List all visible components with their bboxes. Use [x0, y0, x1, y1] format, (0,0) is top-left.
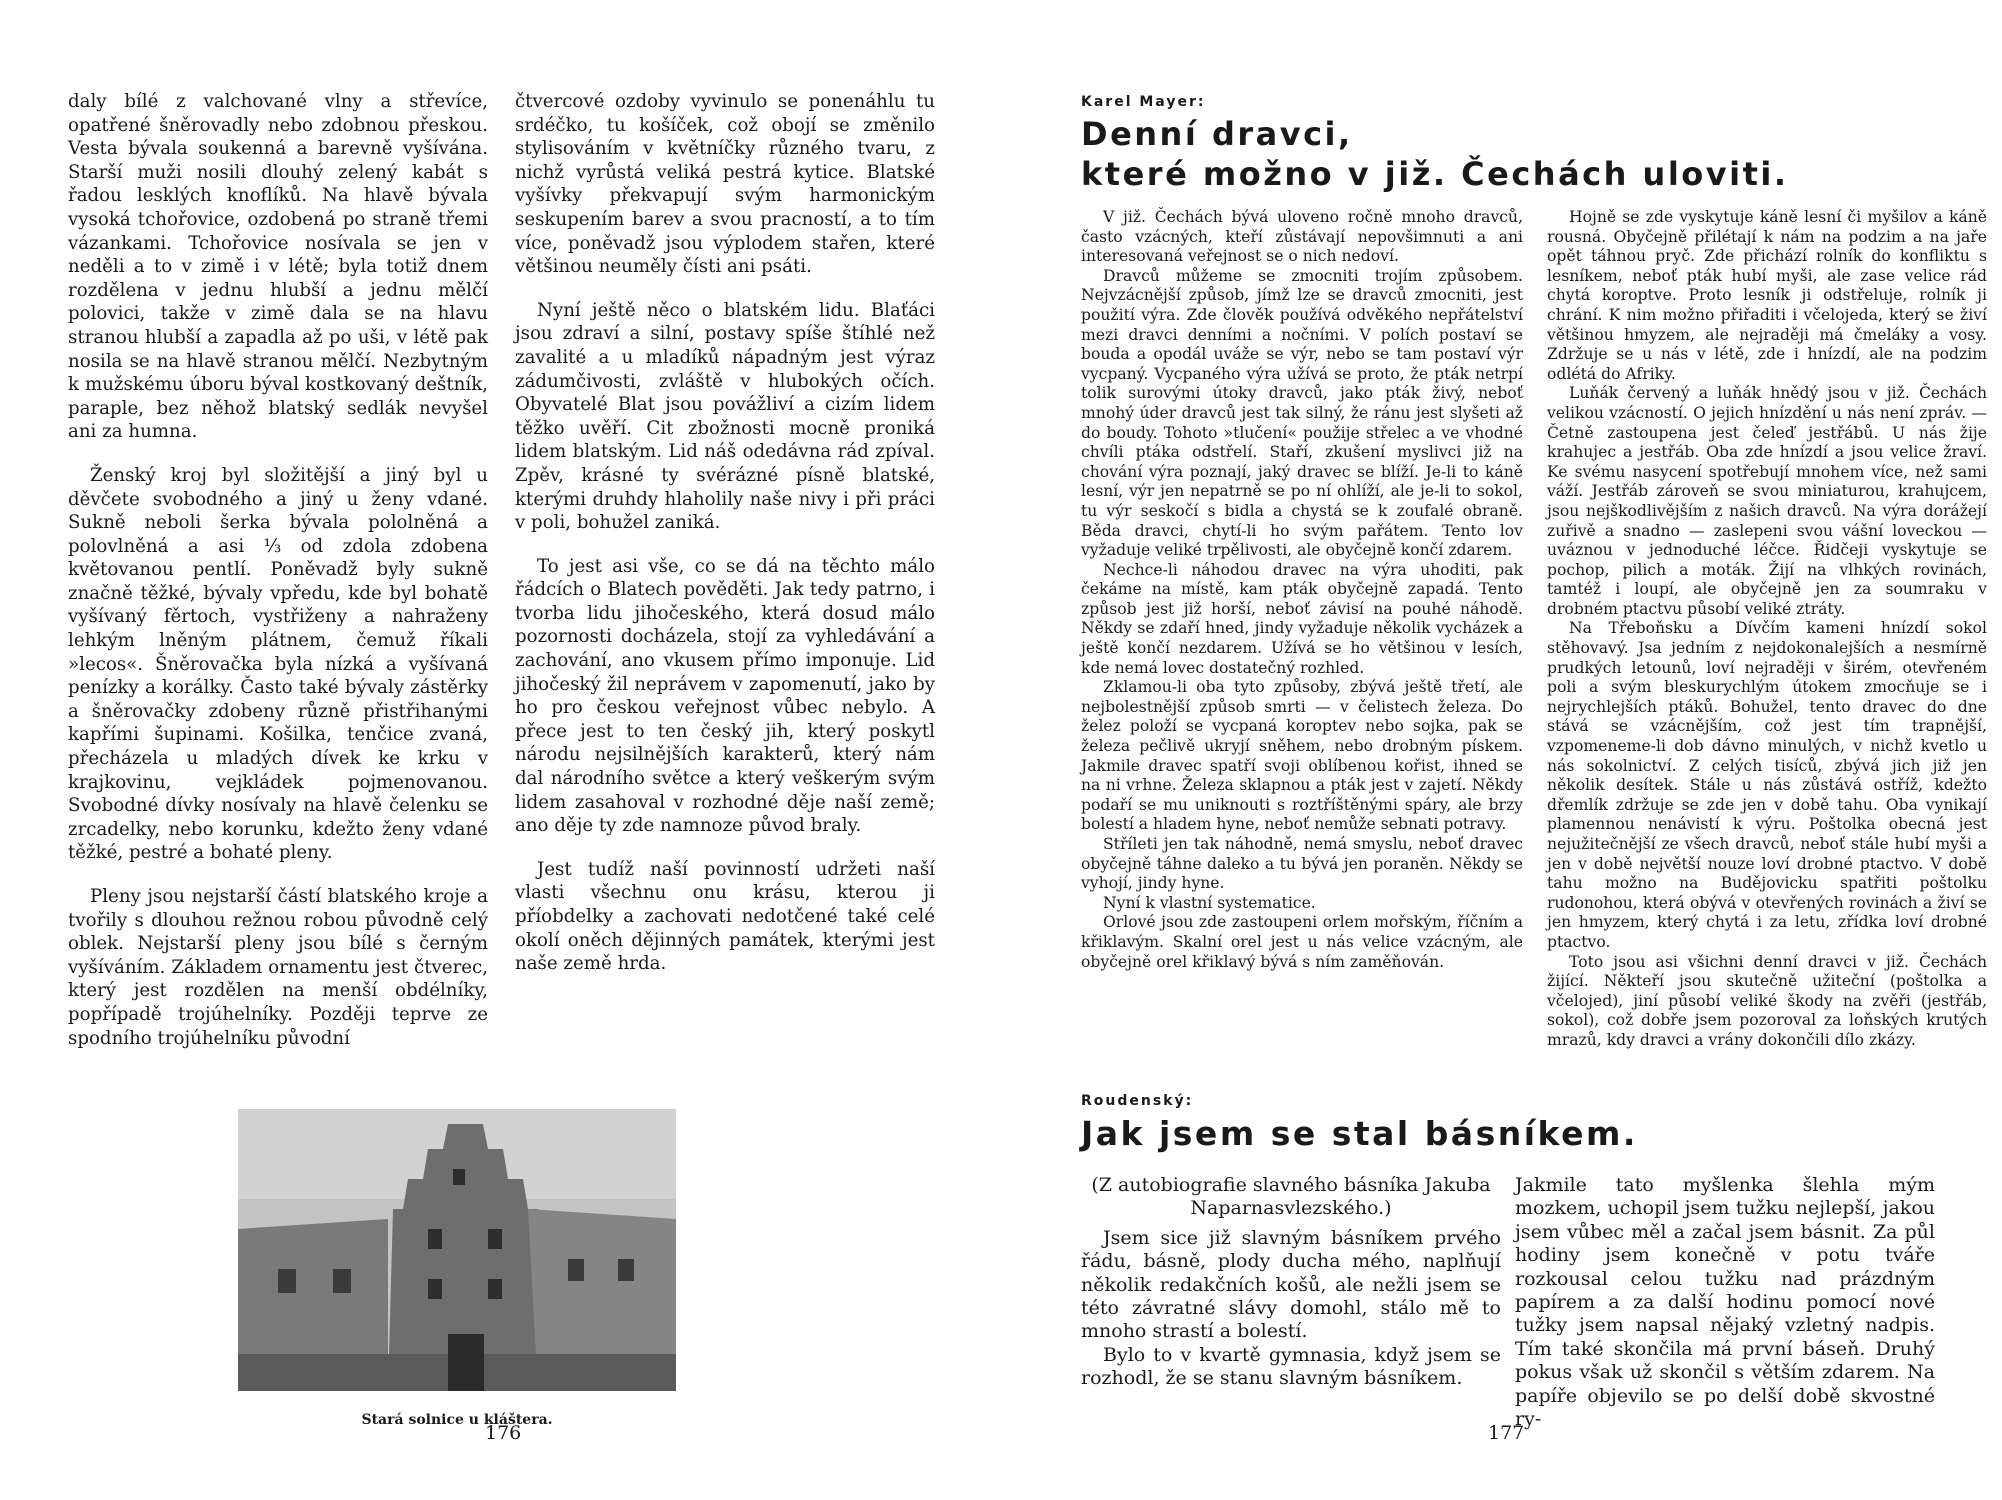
paragraph: Dravců můžeme se zmocniti trojím způsobem. Nejvzácnější způsob, jímž lze se dravců zmocniti, jest použití výra. Zde člověk používá odvěkého nepřátelství mezi dravci denními a nočními. V polích postaví se bouda a opodál uváže se výr, nebo se tam postaví výr vycpaný. Vycpaného výra užívá se proto, že pták netrpí tolik surovými útoky dravců, jako pták živý, neboť mnohý úder dravců jest tak silný, že ránu jest slyšeti až do boudy. Tohoto »tlučení« použije střelec a ve vhodné chvíli ptáka odstřelí. Staří, zkušení myslivci již na chování výra poznají, jaký dravec se blíží. Je-li to káně lesní, výr jen nepatrně se po ní ohlíží, ale je-li to sokol, tu výr seskočí s bidla a chystá se k zoufalé obraně. Běda dravci, chytí-li ho svým pařátem. Tento lov vyžaduje veliké trpělivosti, ale obyčejně končí zdarem.	[1081, 266, 1523, 560]
paragraph: Ženský kroj byl složitější a jiný byl u děvčete svobodného a jiný u ženy vdané. Sukně neboli šerka bývala pololněná a polovlněná a asi ⅓ od zdola zdobena květovanou pentlí. Poněvadž byly sukně značně těžké, bývaly vpředu, kde byl bohatě vyšívaný fěrtoch, vystřiženy a nahraženy lehkým lněným plátnem, čemuž říkali »lecos«. Šněrovačka byla nízká a vyšívaná penízky a korálky. Často také bývaly zástěrky a šněrovačky zdobeny různě přistřihanými kapřími šupinami. Košilka, tenčice zvaná, přecházela u mladých dívek ke krku v krajkovinu, vejkládek pojmenovanou. Svobodné dívky nosívaly na hlavě čelenku se zrcadelky, nebo korunku, kdežto ženy vdané těžké, pestré a bohaté pleny.	[68, 464, 488, 864]
page-number: 176	[485, 1422, 522, 1444]
paragraph: Hojně se zde vyskytuje káně lesní či myšilov a káně rousná. Obyčejně přilétají k nám na podzim a na jaře opět táhnou pryč. Zde přichází rolník do konfliktu s lesníkem, neboť pták hubí myši, ale zase velice rád chytá koroptve. Proto lesník ji odstřeluje, rolník ji chrání. K nim možno přiřaditi i včelojeda, který se živí většinou hmyzem, ale nejraději má čmeláky a vosy. Zdržuje se u nás v létě, zde i hnízdí, ale na podzim odlétá do Afriky.	[1547, 208, 1987, 383]
paragraph: Zklamou-li oba tyto způsoby, zbývá ještě třetí, ale nejbolestnější způsob smrti — v čelistech železa. Do želez položí se vycpaná koroptev nebo sojka, pak se železa pečlivě ukryjí sněhem, nebo drobným pískem. Jakmile dravec spatří svoji oblíbenou kořist, ihned se na ni vrhne. Železa sklapnou a pták jest v zajetí. Někdy podaří se mu uniknouti s roztříštěnými spáry, ale brzy bolestí a hladem hyne, neboť nemůže sebnati potravy.	[1081, 678, 1523, 834]
paragraph: Jest tudíž naší povinností udržeti naší vlasti všechnu onu krásu, kterou ji příobdelky a zachovati nedotčené také celé okolí oněch dějinných památek, kterými jest naše země hrda.	[515, 858, 935, 975]
paragraph: Luňák červený a luňák hnědý jsou v již. Čechách velikou vzácností. O jejich hnízdění u nás není zpráv. — Četně zastoupena jest čeleď jestřábů. U nás žije krahujec a jestřáb. Oba zde hnízdí a jsou velice žraví. Ke svému nasycení spotřebují mnohem více, než sami váží. Jestřáb zároveň se svou miniaturou, krahujcem, jsou nejškodlivějším z našich dravců. Na výra dorážejí zuřivě a snadno — zaslepeni svou vášní loveckou — uváznou v jednoduché léčce. Řidčeji vyskytuje se pochop, pilich a moták. Žijí na vlhkých rovinách, tamtéž i loupí, ale obyčejně jen za soumraku v drobném ptactvu působí veliké ztráty.	[1547, 384, 1987, 618]
paragraph: daly bílé z valchované vlny a střevíce, opatřené šněrovadly nebo zdobnou přeskou. Vesta bývala soukenná a barevně vyšívána. Starší muži nosili dlouhý zelený kabát s řadou lesklých knoflíků. Na hlavě bývala vysoká tchořovice, ozdobená po straně třemi vázankami. Tchořovice nosívala se jen v neděli a to v zimě i v létě; byla totiž dnem rozdělena v jednu hlubší a jednu mělčí polovici, takže v zimě dala se na hlavu stranou hlubší a zapadla až po uši, v létě pak nosila se na hlavě stranou mělčí. Nezbytným k mužskému úboru býval kostkovaný deštník, paraple, bez něhož blatský sedlák nevyšel ani za humna.	[68, 91, 488, 443]
paragraph: To jest asi vše, co se dá na těchto málo řádcích o Blatech pověděti. Jak tedy patrno, i tvorba lidu jihočeského, která dosud málo pozornosti docházela, stojí za vyhledávání a zachování, ano vkusem přímo imponuje. Lid jihočeský žil neprávem v zapomenutí, jako by ho pro českou veřejnost vůbec nebylo. A přece jest to ten český jih, který poskytl národu nejsilnějších karakterů, který nám dal národního světce a který veškerým svým lidem zasahoval v rozhodné děje naší země; ano děje ty zde namnoze původ braly.	[515, 555, 935, 837]
article2-col-2	[1515, 1174, 1935, 1431]
article-title	[1081, 114, 1789, 194]
article2-col-1	[1081, 1174, 1501, 1391]
paragraph: Bylo to v kvartě gymnasia, když jsem se rozhodl, že se stanu slavným básníkem.	[1081, 1343, 1501, 1390]
paragraph: Na Třeboňsku a Dívčím kameni hnízdí sokol stěhovavý. Jsa jedním z nejdokonalejších a nesmírně prudkých letounů, loví nejraději v širém, otevřeném poli a svým bleskurychlým útokem zmocňuje se i nejrychlejších ptáků. Bohužel, tento dravec do dne stává se vzácnějším, což jest tím trapnější, vzpomeneme-li dob dávno minulých, v nichž kvetlo u nás sokolnictví. Z celých tisíců, zbývá jich již jen několik desítek. Stále u nás zůstává ostříž, kdežto dřemlík zdržuje se zde jen v době tahu. Oba vynikají plamennou nenávistí k výru. Poštolka obecná jest nejužitečnější ze všech dravců, neboť stále hubí myši a jen v době největší nouze loví drobné ptactvo. V době tahu možno na Budějovicku spatřiti poštolku rudonohou, která obývá v otevřených rovinách a živí se jen hmyzem, který chytá i za letu, zřídka loví drobné ptactvo.	[1547, 619, 1987, 951]
page-number: 177	[1488, 1422, 1525, 1444]
paragraph: Jsem sice již slavným básníkem prvého řádu, básně, plody ducha mého, naplňují několik redakčních košů, ale nežli jsem se této závratné slávy domohl, stálo mě to mnoho strastí a bolestí.	[1081, 1226, 1501, 1343]
right-page	[1001, 0, 2002, 1500]
article1-col-2	[1547, 208, 1987, 1051]
paragraph: Stříleti jen tak náhodně, nemá smyslu, neboť dravec obyčejně táhne daleko a tu bývá jen poraněn. Někdy se vyhojí, jindy hyne.	[1081, 835, 1523, 893]
paragraph: Jakmile tato myšlenka šlehla mým mozkem, uchopil jsem tužku nejlepší, jakou jsem vůbec měl a začal jsem básnit. Za půl hodiny jsem konečně v potu tváře rozkousal celou tužku nad prázdným papírem a za další hodinu pomocí nové tužky jsem napsal nějaký vzletný nadpis. Tím také skončila má první báseň. Druhý pokus však už skončil s větším zdarem. Na papíře objevilo se po delší době skvostné ry-	[1515, 1174, 1935, 1431]
article-author: Roudenský:	[1081, 1093, 1194, 1109]
paragraph: Toto jsou asi všichni denní dravci v již. Čechách žijící. Někteří jsou skutečně užiteční (poštolka a včelojed), jiní působí veliké škody na zvěři (jestřáb, sokol), což dobře jsem pozoroval za loňských krutých mrazů, kdy dravci a vrány dokončili dílo zkázy.	[1547, 952, 1987, 1049]
paragraph: Nyní k vlastní systematice.	[1103, 893, 1316, 912]
paragraph: Nechce-li náhodou dravec na výra uhoditi, pak čekáme na místě, kam pták obyčejně zapadá. Tento způsob jest již horší, neboť závisí na pouhé náhodě. Někdy se zdaří hned, jindy vyžaduje několik vycházek a ještě končí nezdarem. Užívá se ho většinou v lesích, kde nemá lovec dostatečný rozhled.	[1081, 560, 1523, 677]
paragraph: Pleny jsou nejstarší částí blatského kroje a tvořily s dlouhou režnou robou původně celý oblek. Nejstarší pleny jsou bílé s černým vyšíváním. Základem ornamentu jest čtverec, který jest rozdělen na menší obdélníky, popřípadě trojúhelníky. Později teprve ze spodního trojúhelníku původní	[68, 886, 488, 1049]
photo-salt-house	[238, 1109, 676, 1391]
paragraph: Nyní ještě něco o blatském lidu. Blaťáci jsou zdraví a silní, postavy spíše štíhlé než zavalité a u mladíků nápadným jest výraz zádumčivosti, zvláště v hlubokých očích. Obyvatelé Blat jsou povážliví a cizím lidem těžko uvěří. Cit zbožnosti mocně proniká lidem blatským. Lid náš odedávna rád zpíval. Zpěv, krásné ty svérázné písně blatské, kterými druhdy hlaholily naše nivy i při práci v poli, bohužel zaniká.	[515, 299, 935, 534]
paragraph: V již. Čechách bývá uloveno ročně mnoho dravců, často vzácných, kteří zůstávají nepovšimnuti a ani interesovaná veřejnost se o nich nedoví.	[1081, 208, 1523, 266]
paragraph: Orlové jsou zde zastoupeni orlem mořským, říčním a křiklavým. Skalní orel jest u nás velice vzácným, ale obyčejně orel křiklavý bývá s ním zaměňován.	[1081, 913, 1523, 971]
article-title: Jak jsem se stal básníkem.	[1081, 1114, 1638, 1153]
paragraph: čtvercové ozdoby vyvinulo se ponenáhlu tu srdéčko, tu košíček, což obojí se změnilo stylisováním v květníčky různého tvaru, z nichž vyrůstá veliká pestrá kytice. Blatské vyšívky překvapují svým harmonickým seskupením barev a svou pracností, a to tím více, poněvadž jsou výplodem stařen, které většinou neuměly čísti ani psáti.	[515, 91, 935, 278]
photo-caption: Stará solnice u kláštera.	[361, 1412, 553, 1428]
article-title-line: které možno v již. Čechách uloviti.	[1081, 155, 1789, 193]
article-subtitle: (Z autobiografie slavného básníka Jakuba Naparnasvlezského.)	[1091, 1174, 1491, 1220]
left-col-1	[68, 90, 488, 1070]
left-col-2	[515, 90, 935, 996]
article1-col-1	[1081, 208, 1523, 972]
article-author: Karel Mayer:	[1081, 94, 1206, 110]
article-title-line: Denní dravci,	[1081, 115, 1353, 153]
building-photo-illustration	[238, 1109, 676, 1391]
